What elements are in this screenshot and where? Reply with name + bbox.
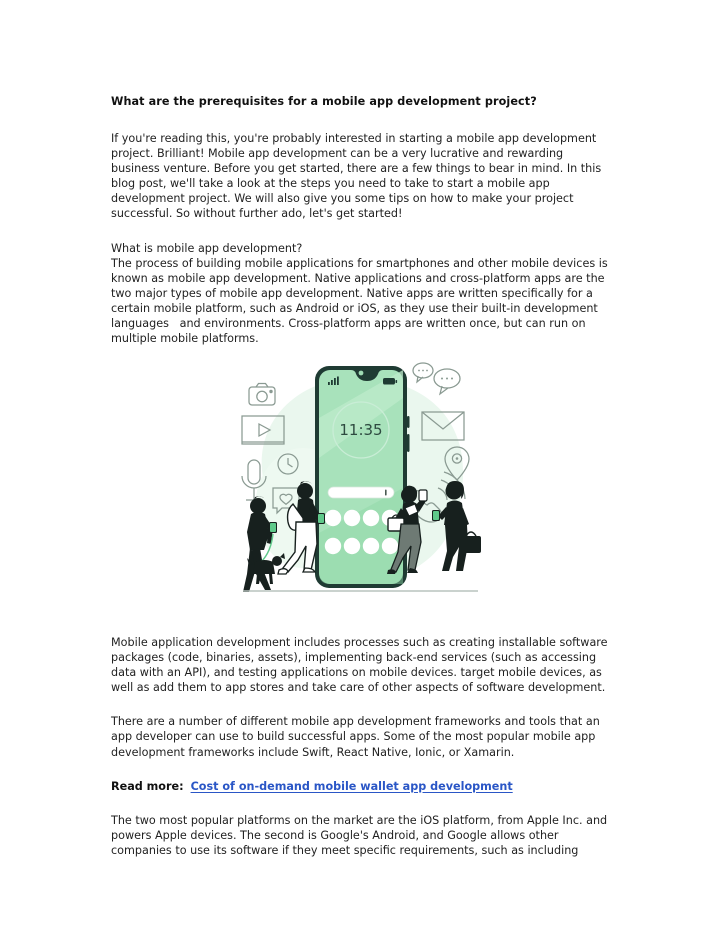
paragraph-intro: If you're reading this, you're probably interested in starting a mobile app development project. Brilliant! Mobile app development can be a very lucrative and rewarding business venture. Before you get started, there are a few things to bear in mind. In this blog post, we'll take a look at the steps you need to take to start a mobile app development project. We will also give you some tips on how to make your project successful. So without further ado, let's get started!	[111, 132, 605, 221]
camera-icon	[249, 384, 275, 406]
document-content	[111, 94, 613, 346]
app-icon	[344, 538, 360, 554]
head	[297, 483, 313, 499]
phone-in-hand-screen	[270, 523, 276, 532]
phone-side-button	[407, 416, 410, 428]
handbag	[461, 536, 481, 553]
app-icon	[363, 510, 379, 526]
page-title: What are the prerequisites for a mobile app development project?	[111, 95, 537, 108]
read-more-link[interactable]: Cost of on-demand mobile wallet app development	[190, 779, 513, 793]
spacer	[111, 794, 613, 813]
phone-clock-time: 11:35	[339, 421, 383, 439]
illustration-mobile-app-development	[233, 358, 488, 618]
phone-volume-button	[407, 434, 410, 452]
subheading-what-is-mobile-app-development: What is mobile app development?	[111, 241, 303, 255]
read-more-line	[111, 779, 613, 794]
app-icon	[325, 538, 341, 554]
front-camera-icon	[359, 371, 364, 376]
spacer	[111, 222, 613, 241]
app-icon	[382, 538, 398, 554]
document-content-lower	[111, 635, 613, 858]
phone-search-field	[328, 487, 394, 498]
chat-bubbles-icon	[413, 363, 460, 394]
app-icon	[363, 538, 379, 554]
read-more-label: Read more:	[111, 779, 184, 793]
spacer	[111, 760, 613, 779]
text-cursor	[385, 490, 387, 496]
phone-device	[315, 366, 410, 588]
paragraph-frameworks: There are a number of different mobile app development frameworks and tools that an app developer can use to build successful apps. Some of the most popular mobile app development frameworks include Swift, React Native, Ionic, or Xamarin.	[111, 715, 604, 759]
phone-in-hand-screen	[318, 514, 324, 523]
phone-in-hand-screen	[433, 511, 439, 520]
paragraph-processes: Mobile application development includes processes such as creating installable software packages (code, binaries, assets), implementing back-end services (such as accessing data with an API), and testing applications on mobile devices. target mobile devices, as well as add them to app stores and take care of other aspects of software development.	[111, 636, 612, 695]
spacer	[111, 109, 613, 131]
spacer	[111, 695, 613, 714]
phone-in-hand	[419, 490, 427, 501]
paragraph-platforms: The two most popular platforms on the market are the iOS platform, from Apple Inc. and powers Apple devices. The second is Google's Android, and Google allows other companies to use its software if they meet specific requirements, such as including	[111, 813, 611, 857]
paragraph-definition: The process of building mobile applications for smartphones and other mobile devices is known as mobile app development. Native applications and cross-platform apps are the two major types of mobile app development. Native apps are written specifically for a certain mobile platform, such as Android or iOS, as they use their built-in development languages and environments. Cross-platform apps are written once, but can run on multiple mobile platforms.	[111, 256, 612, 346]
app-icon	[325, 510, 341, 526]
app-icon	[344, 510, 360, 526]
